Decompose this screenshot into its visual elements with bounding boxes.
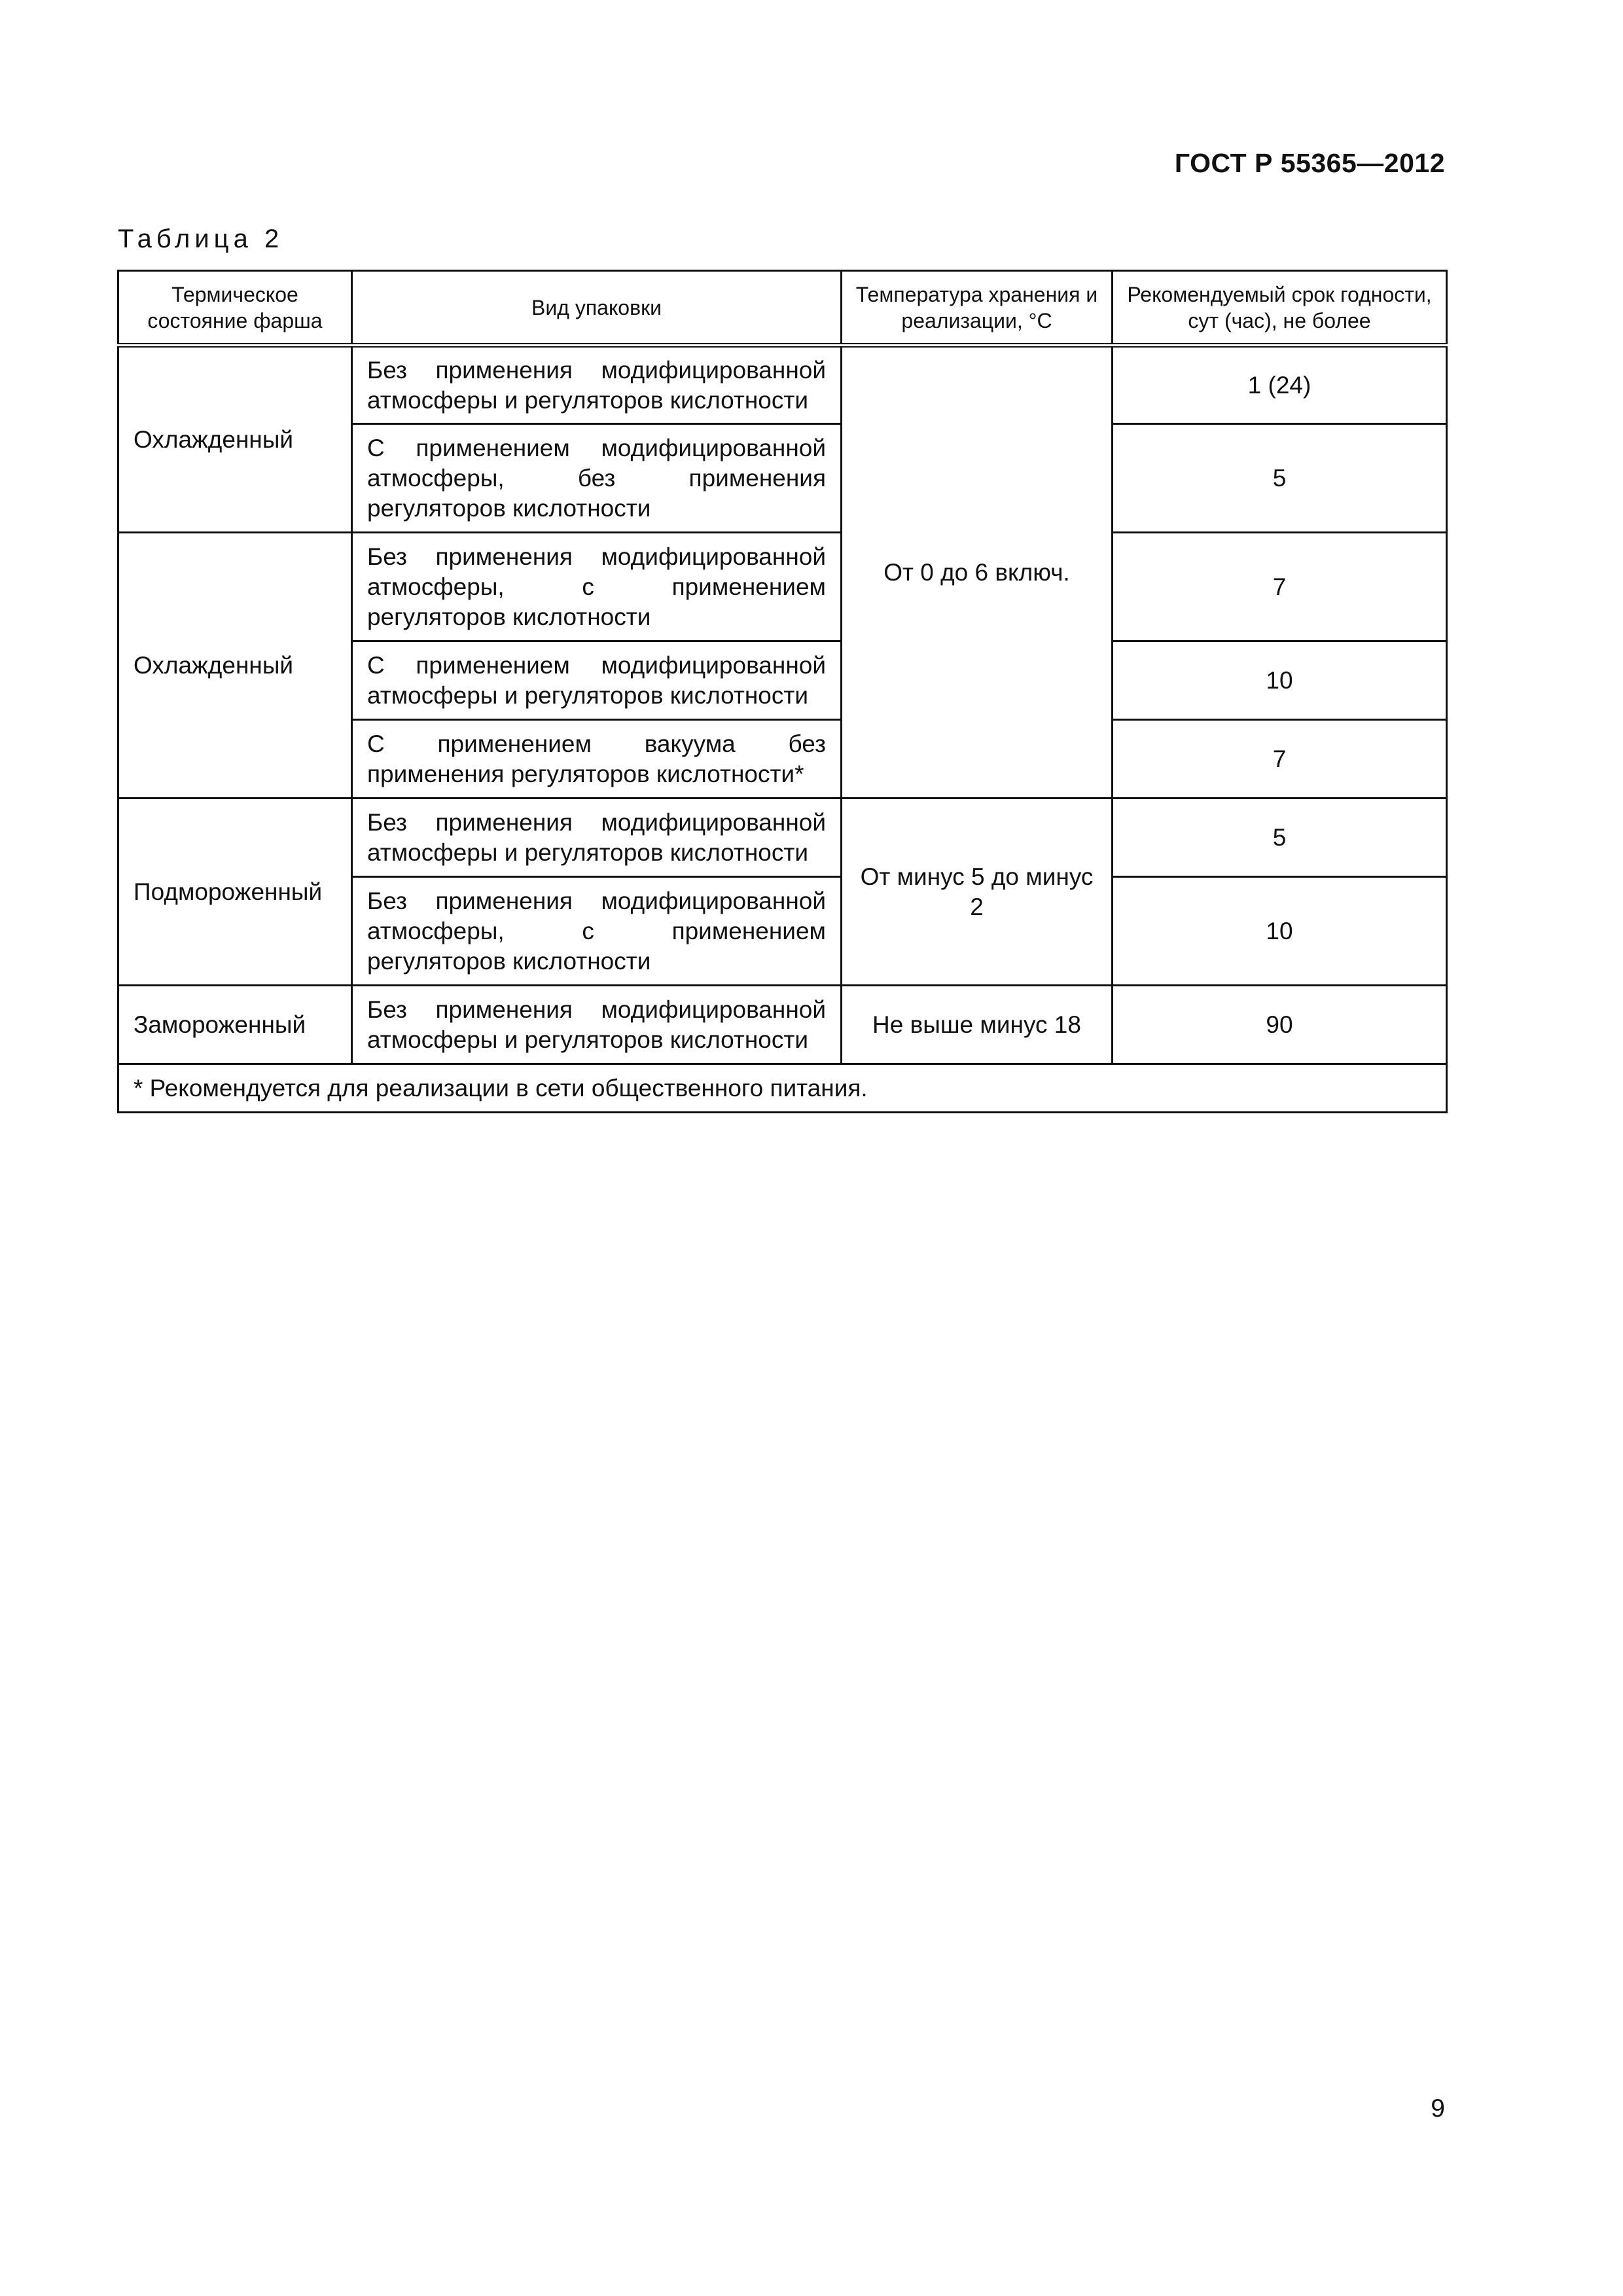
shelf-life-cell: 1 (24) [1113, 346, 1447, 424]
table-row [118, 533, 1447, 641]
header-packaging-type: Вид упаковки [352, 271, 842, 346]
temperature-cell: От 0 до 6 включ. [842, 346, 1113, 798]
thermal-state-cell: Охлажденный [118, 346, 352, 533]
packaging-cell: Без применения модифицированной атмосферы и регуляторов кислотности [352, 346, 842, 424]
header-shelf-life: Рекомендуемый срок годности, сут (час), не более [1113, 271, 1447, 346]
table-row [118, 798, 1447, 877]
shelf-life-cell: 10 [1113, 641, 1447, 720]
table-caption: Таблица 2 [118, 224, 284, 253]
shelf-life-cell: 10 [1113, 877, 1447, 986]
thermal-state-cell: Замороженный [118, 986, 352, 1064]
temperature-cell: От минус 5 до минус 2 [842, 798, 1113, 986]
packaging-cell: Без применения модифицированной атмосферы, с применением регуляторов кислотности [352, 533, 842, 641]
document-code: ГОСТ Р 55365—2012 [1174, 148, 1445, 178]
shelf-life-cell: 5 [1113, 424, 1447, 533]
header-thermal-state: Термическое состояние фарша [118, 271, 352, 346]
table-row [118, 986, 1447, 1064]
packaging-cell: С применением модифицированной атмосферы и регуляторов кислотности [352, 641, 842, 720]
thermal-state-cell: Подмороженный [118, 798, 352, 986]
shelf-life-cell: 5 [1113, 798, 1447, 877]
temperature-cell: Не выше минус 18 [842, 986, 1113, 1064]
table-footnote-row [118, 1064, 1447, 1113]
table-footnote: * Рекомендуется для реализации в сети общественного питания. [118, 1064, 1447, 1113]
table-row [118, 346, 1447, 424]
thermal-state-cell: Охлажденный [118, 533, 352, 798]
shelf-life-cell: 7 [1113, 720, 1447, 798]
packaging-cell: С применением вакуума без применения регуляторов кислотности* [352, 720, 842, 798]
packaging-cell: Без применения модифицированной атмосферы и регуляторов кислотности [352, 986, 842, 1064]
packaging-cell: Без применения модифицированной атмосферы, с применением регуляторов кислотности [352, 877, 842, 986]
header-storage-temperature: Температура хранения и реализации, °С [842, 271, 1113, 346]
packaging-cell: Без применения модифицированной атмосферы и регуляторов кислотности [352, 798, 842, 877]
shelf-life-table [117, 270, 1448, 1113]
shelf-life-cell: 90 [1113, 986, 1447, 1064]
packaging-cell: С применением модифицированной атмосферы, без применения регуляторов кислотности [352, 424, 842, 533]
shelf-life-cell: 7 [1113, 533, 1447, 641]
page-number: 9 [1431, 2094, 1445, 2123]
